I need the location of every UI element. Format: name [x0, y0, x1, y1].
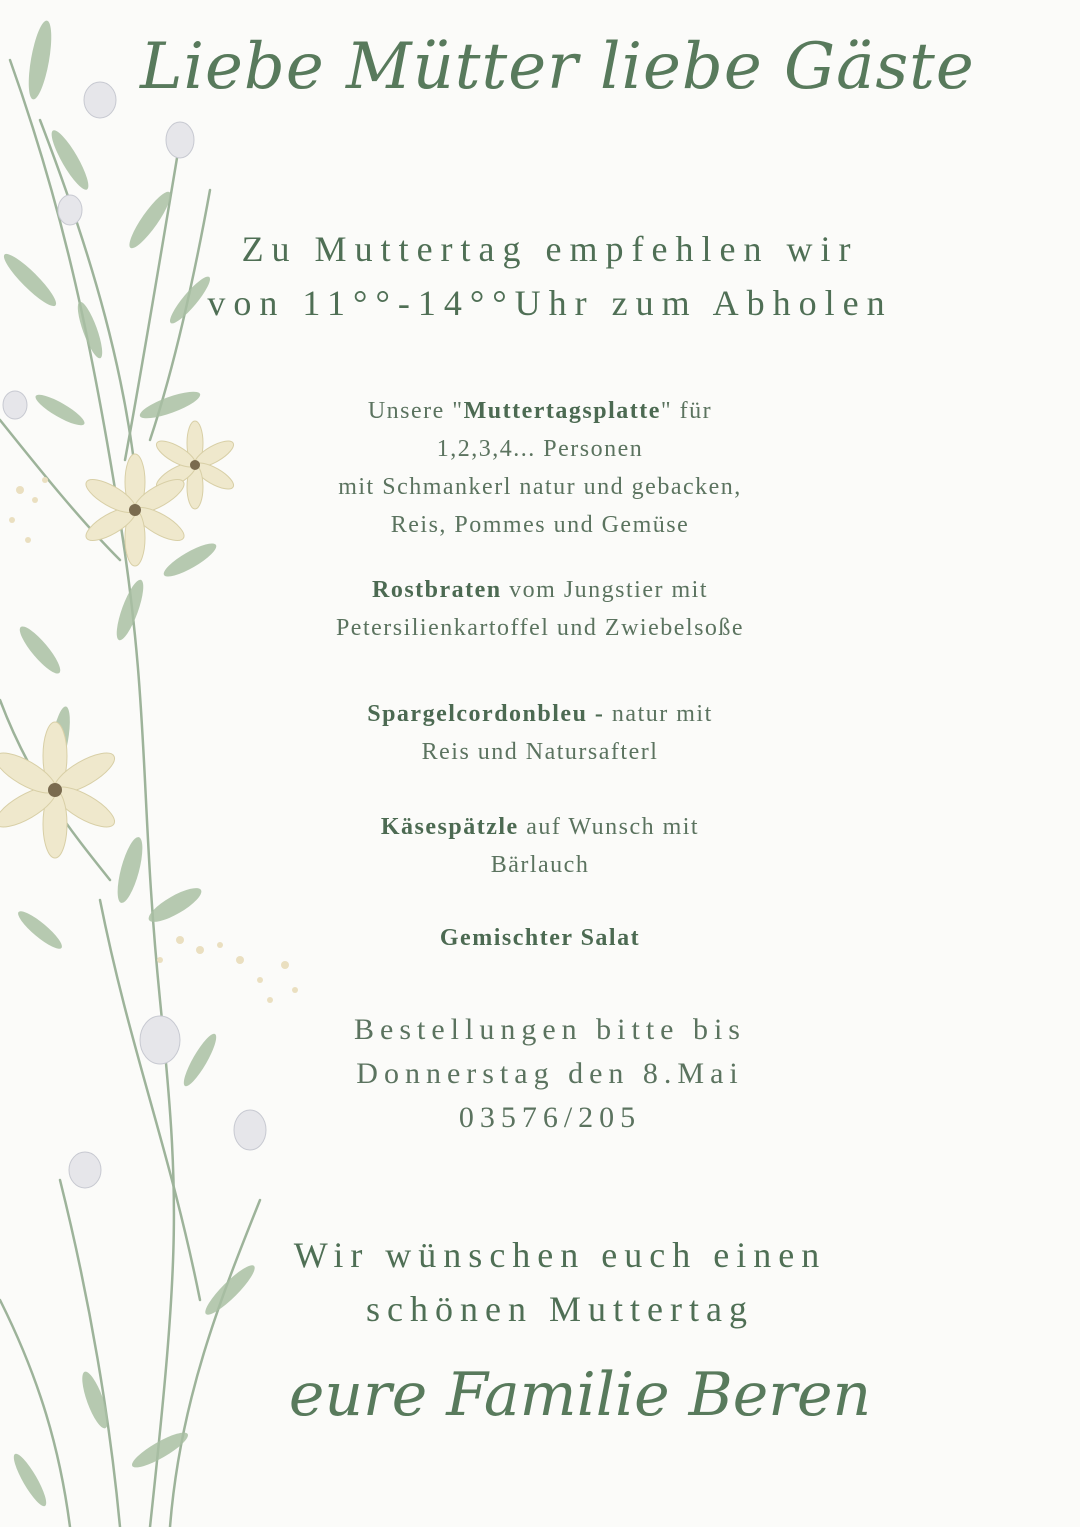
menu-item-platter-line-2: 1,2,3,4... Personen	[436, 436, 644, 462]
signature: eure Familie Beren	[288, 1360, 872, 1430]
greeting-heading: Liebe Mütter liebe Gäste	[140, 30, 975, 104]
menu-item-salat-line-1	[230, 919, 850, 957]
closing-wish	[230, 1228, 890, 1336]
closing-wish-line-1: Wir wünschen euch einen	[293, 1235, 827, 1275]
intro-line-2: von 11°°-14°°Uhr zum Abholen	[207, 283, 893, 323]
menu-item-rostbraten-line-2: Petersilienkartoffel und Zwiebelsoße	[335, 615, 745, 641]
menu-item-kaesespaetzle	[230, 808, 850, 884]
menu-item-platter-line-3: mit Schmankerl natur und gebacken,	[338, 474, 742, 500]
menu-item-kaesespaetzle-name: Käsespätzle	[380, 814, 519, 840]
closing-wish-line-2: schönen Muttertag	[366, 1289, 754, 1329]
menu-item-spargel-name: Spargelcordonbleu -	[367, 701, 605, 727]
menu-item-kaesespaetzle-line-1: Käsespätzle auf Wunsch mit	[380, 814, 700, 840]
order-info-line-1: Bestellungen bitte bis	[354, 1013, 746, 1046]
menu-item-platter	[230, 392, 850, 544]
menu-item-salat-name: Gemischter Salat	[439, 925, 641, 951]
order-info	[260, 1008, 840, 1140]
menu-item-spargel-line-1: Spargelcordonbleu - natur mit	[367, 701, 713, 727]
menu-item-spargel	[230, 695, 850, 771]
menu-item-spargel-line-2: Reis und Natursafterl	[421, 739, 659, 765]
menu-item-platter-line-4: Reis, Pommes und Gemüse	[390, 512, 690, 538]
intro-text	[170, 222, 930, 330]
intro-line-1: Zu Muttertag empfehlen wir	[241, 229, 859, 269]
menu-item-rostbraten-line-1: Rostbraten vom Jungstier mit	[372, 577, 708, 603]
menu-item-rostbraten	[230, 571, 850, 647]
menu-item-kaesespaetzle-line-2: Bärlauch	[490, 852, 590, 878]
menu-item-platter-name: Muttertagsplatte	[463, 398, 661, 424]
order-phone-number: 03576/205	[458, 1101, 642, 1134]
menu-item-platter-line-1: Unsere "Muttertagsplatte" für	[367, 398, 713, 424]
menu-item-salat	[230, 919, 850, 957]
menu-item-rostbraten-name: Rostbraten	[372, 577, 502, 603]
order-info-line-2: Donnerstag den 8.Mai	[356, 1057, 744, 1090]
